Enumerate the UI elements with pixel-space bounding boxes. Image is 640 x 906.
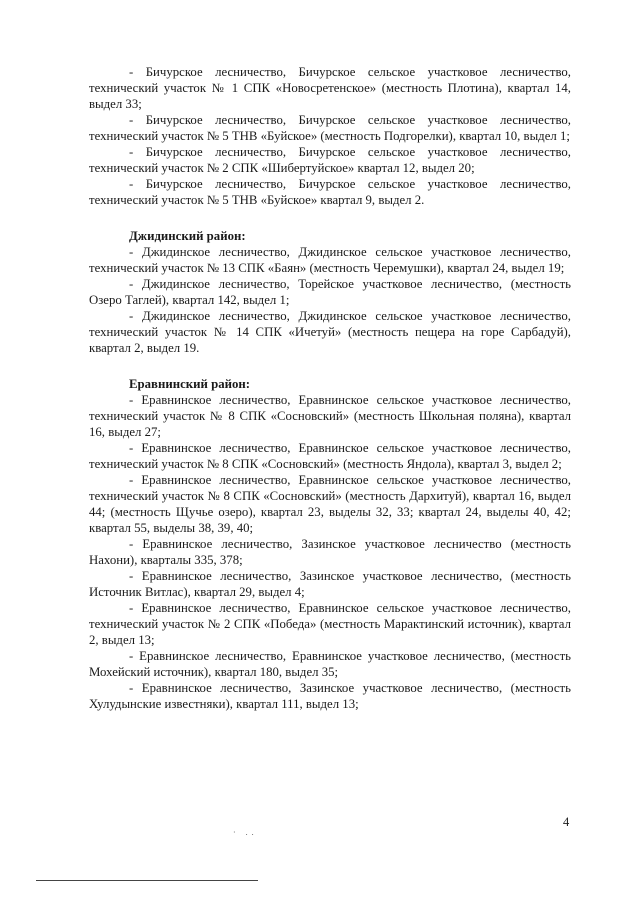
- scan-specks: · ..: [233, 828, 258, 837]
- list-item: - Джидинское лесничество, Джидинское сельское участковое лесничество, технический участок № 14 СПК «Ичетуй» (местность пещера на горе Сарбадуй), квартал 2, выдел 19.: [89, 309, 571, 355]
- list-item: - Бичурское лесничество, Бичурское сельское участковое лесничество, технический участок № 5 ТНВ «Буйское» (местность Подгорелки), квартал 10, выдел 1;: [89, 113, 571, 143]
- section-spacer: [89, 208, 571, 228]
- list-item: - Еравнинское лесничество, Еравнинское сельское участковое лесничество, технический участок № 8 СПК «Сосновский» (местность Школьная поляна), квартал 16, выдел 27;: [89, 393, 571, 439]
- list-item: - Бичурское лесничество, Бичурское сельское участковое лесничество, технический участок № 1 СПК «Новосретенское» (местность Плотина), квартал 14, выдел 33;: [89, 65, 571, 111]
- list-item: - Еравнинское лесничество, Зазинское участковое лесничество, (местность Хулудынские известняки), квартал 111, выдел 13;: [89, 681, 571, 711]
- section-spacer: [89, 356, 571, 376]
- list-item: - Джидинское лесничество, Торейское участковое лесничество, (местность Озеро Таглей), квартал 142, выдел 1;: [89, 277, 571, 307]
- list-item: - Еравнинское лесничество, Еравнинское сельское участковое лесничество, технический участок № 8 СПК «Сосновский» (местность Яндола), квартал 3, выдел 2;: [89, 441, 571, 471]
- list-item: - Еравнинское лесничество, Зазинское участковое лесничество, (местность Источник Витлас), квартал 29, выдел 4;: [89, 569, 571, 599]
- list-item: - Еравнинское лесничество, Еравнинское участковое лесничество, (местность Мохейский источник), квартал 180, выдел 35;: [89, 649, 571, 679]
- list-item: - Еравнинское лесничество, Еравнинское сельское участковое лесничество, технический участок № 8 СПК «Сосновский» (местность Дархитуй), квартал 16, выдел 44; (местность Щучье озеро), квартал 23, выделы 32, 33; квартал 24, выделы 40, 42; квартал 55, выделы 38, 39, 40;: [89, 473, 571, 535]
- list-item: - Бичурское лесничество, Бичурское сельское участковое лесничество, технический участок № 2 СПК «Шибертуйское» квартал 12, выдел 20;: [89, 145, 571, 175]
- page-number: 4: [563, 815, 570, 829]
- list-item: - Еравнинское лесничество, Еравнинское сельское участковое лесничество, технический участок № 2 СПК «Победа» (местность Марактинский источник), квартал 2, выдел 13;: [89, 601, 571, 647]
- section-heading-eravninsky: Еравнинский район:: [129, 377, 251, 391]
- document-body: [89, 64, 571, 712]
- footer-divider: [36, 880, 258, 881]
- list-item: - Джидинское лесничество, Джидинское сельское участковое лесничество, технический участок № 13 СПК «Баян» (местность Черемушки), квартал 24, выдел 19;: [89, 245, 571, 275]
- section-heading-dzhidinsky: Джидинский район:: [129, 229, 246, 243]
- list-item: - Бичурское лесничество, Бичурское сельское участковое лесничество, технический участок № 5 ТНВ «Буйское» квартал 9, выдел 2.: [89, 177, 571, 207]
- list-item: - Еравнинское лесничество, Зазинское участковое лесничество (местность Нахони), кварталы 335, 378;: [89, 537, 571, 567]
